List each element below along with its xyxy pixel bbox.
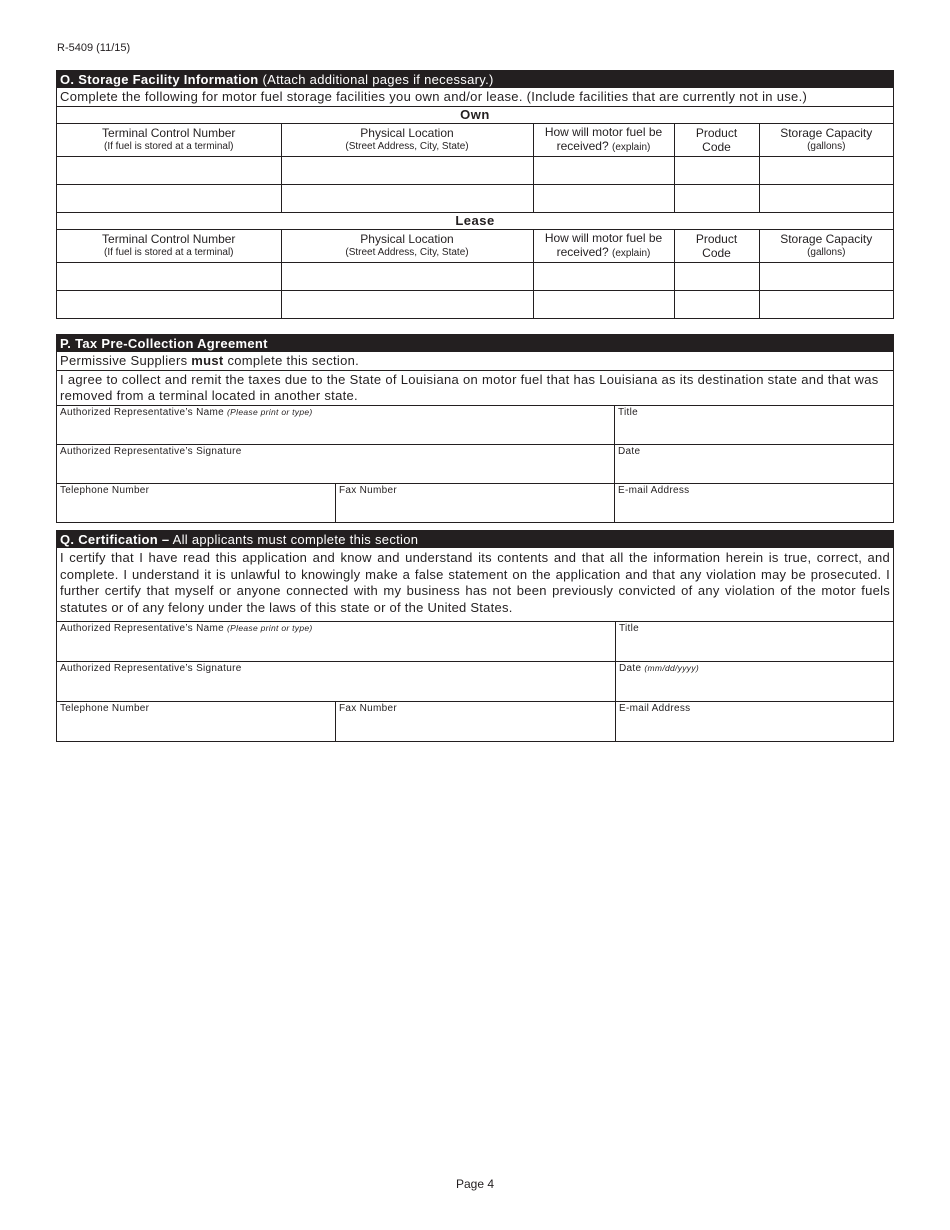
q-fax-field[interactable]: Fax Number [336, 702, 616, 741]
q-signature-field[interactable]: Authorized Representative’s Signature [57, 662, 616, 701]
page-number: Page 4 [455, 1177, 495, 1191]
col-product-code: Product Code [674, 124, 759, 157]
lease-product-code-input[interactable] [674, 291, 759, 319]
own-terminal-input[interactable] [57, 157, 281, 185]
section-p-suppliers-note: Permissive Suppliers must complete this section. [57, 352, 893, 371]
lease-location-input[interactable] [281, 263, 533, 291]
own-location-input[interactable] [281, 157, 533, 185]
section-q-title: Q. Certification – [60, 532, 170, 547]
p-row-contact [57, 484, 893, 522]
q-row-name-title [57, 622, 893, 662]
own-product-code-input[interactable] [674, 185, 759, 213]
section-o-header [57, 71, 893, 88]
col-how-received: How will motor fuel be received? (explain) [533, 230, 674, 263]
own-table-header [57, 124, 893, 157]
lease-capacity-input[interactable] [759, 263, 893, 291]
col-terminal-control-number: Terminal Control Number (If fuel is stored at a terminal) [57, 230, 281, 263]
section-q-header [57, 531, 893, 548]
p-row-name-title [57, 406, 893, 445]
p-email-field[interactable]: E-mail Address [618, 485, 690, 496]
lease-terminal-input[interactable] [57, 291, 281, 319]
p-row-signature-date [57, 445, 893, 484]
q-row-contact [57, 702, 893, 741]
own-table [57, 124, 893, 213]
section-o-storage-facility [56, 70, 894, 319]
section-p-title: P. Tax Pre-Collection Agreement [60, 336, 268, 351]
lease-row [57, 263, 893, 291]
own-row [57, 157, 893, 185]
own-capacity-input[interactable] [759, 185, 893, 213]
p-rep-name-field[interactable]: Authorized Representative’s Name (Please print or type) [57, 406, 615, 444]
section-q-title-note: All applicants must complete this section [169, 532, 419, 547]
lease-table [57, 230, 893, 318]
col-storage-capacity: Storage Capacity (gallons) [759, 230, 893, 263]
lease-received-input[interactable] [533, 291, 674, 319]
lease-received-input[interactable] [533, 263, 674, 291]
section-o-title: O. Storage Facility Information [60, 72, 259, 87]
lease-subheader: Lease [57, 213, 893, 230]
section-q-certification [56, 530, 894, 742]
col-physical-location: Physical Location (Street Address, City, State) [281, 230, 533, 263]
q-date-field[interactable]: Date (mm/dd/yyyy) [619, 662, 700, 674]
lease-product-code-input[interactable] [674, 263, 759, 291]
col-physical-location: Physical Location (Street Address, City, State) [281, 124, 533, 157]
p-date-field[interactable]: Date [618, 446, 641, 457]
own-received-input[interactable] [533, 185, 674, 213]
q-rep-name-field[interactable]: Authorized Representative’s Name (Please print or type) [57, 622, 616, 661]
lease-capacity-input[interactable] [759, 291, 893, 319]
section-o-title-note: (Attach additional pages if necessary.) [258, 72, 494, 87]
col-product-code: Product Code [674, 230, 759, 263]
section-o-instructions: Complete the following for motor fuel storage facilities you own and/or lease. (Include facilities that are currently not in use.) [57, 88, 893, 107]
col-terminal-control-number: Terminal Control Number (If fuel is stored at a terminal) [57, 124, 281, 157]
form-id: R-5409 (11/15) [57, 42, 131, 54]
p-telephone-field[interactable]: Telephone Number [57, 484, 336, 522]
q-row-signature-date [57, 662, 893, 702]
section-p-agreement: I agree to collect and remit the taxes due to the State of Louisiana on motor fuel that has Louisiana as its destination state and that was removed from a terminal located in another state. [57, 371, 893, 406]
own-row [57, 185, 893, 213]
p-title-field[interactable]: Title [618, 407, 639, 418]
col-storage-capacity: Storage Capacity (gallons) [759, 124, 893, 157]
lease-location-input[interactable] [281, 291, 533, 319]
p-fax-field[interactable]: Fax Number [336, 484, 615, 522]
lease-terminal-input[interactable] [57, 263, 281, 291]
q-title-field[interactable]: Title [619, 622, 640, 634]
own-product-code-input[interactable] [674, 157, 759, 185]
p-signature-field[interactable]: Authorized Representative’s Signature [57, 445, 615, 483]
lease-table-header [57, 230, 893, 263]
q-telephone-field[interactable]: Telephone Number [57, 702, 336, 741]
own-received-input[interactable] [533, 157, 674, 185]
q-email-field[interactable]: E-mail Address [619, 702, 691, 714]
own-capacity-input[interactable] [759, 157, 893, 185]
own-location-input[interactable] [281, 185, 533, 213]
lease-row [57, 291, 893, 319]
section-p-header [57, 335, 893, 352]
own-subheader: Own [57, 107, 893, 124]
section-q-certification-text: I certify that I have read this application and know and understand its contents and that all the information herein is true, correct, and complete. I understand it is unlawful to knowingly make a false statement on the application and that any violation may be prosecuted. I further certify that myself or anyone connected with my business has not been previously convicted of any violation of the motor fuels statutes or of any felony under the laws of this state or of the United States. [57, 548, 893, 622]
col-how-received: How will motor fuel be received? (explain) [533, 124, 674, 157]
section-p-tax-precollection [56, 334, 894, 523]
own-terminal-input[interactable] [57, 185, 281, 213]
